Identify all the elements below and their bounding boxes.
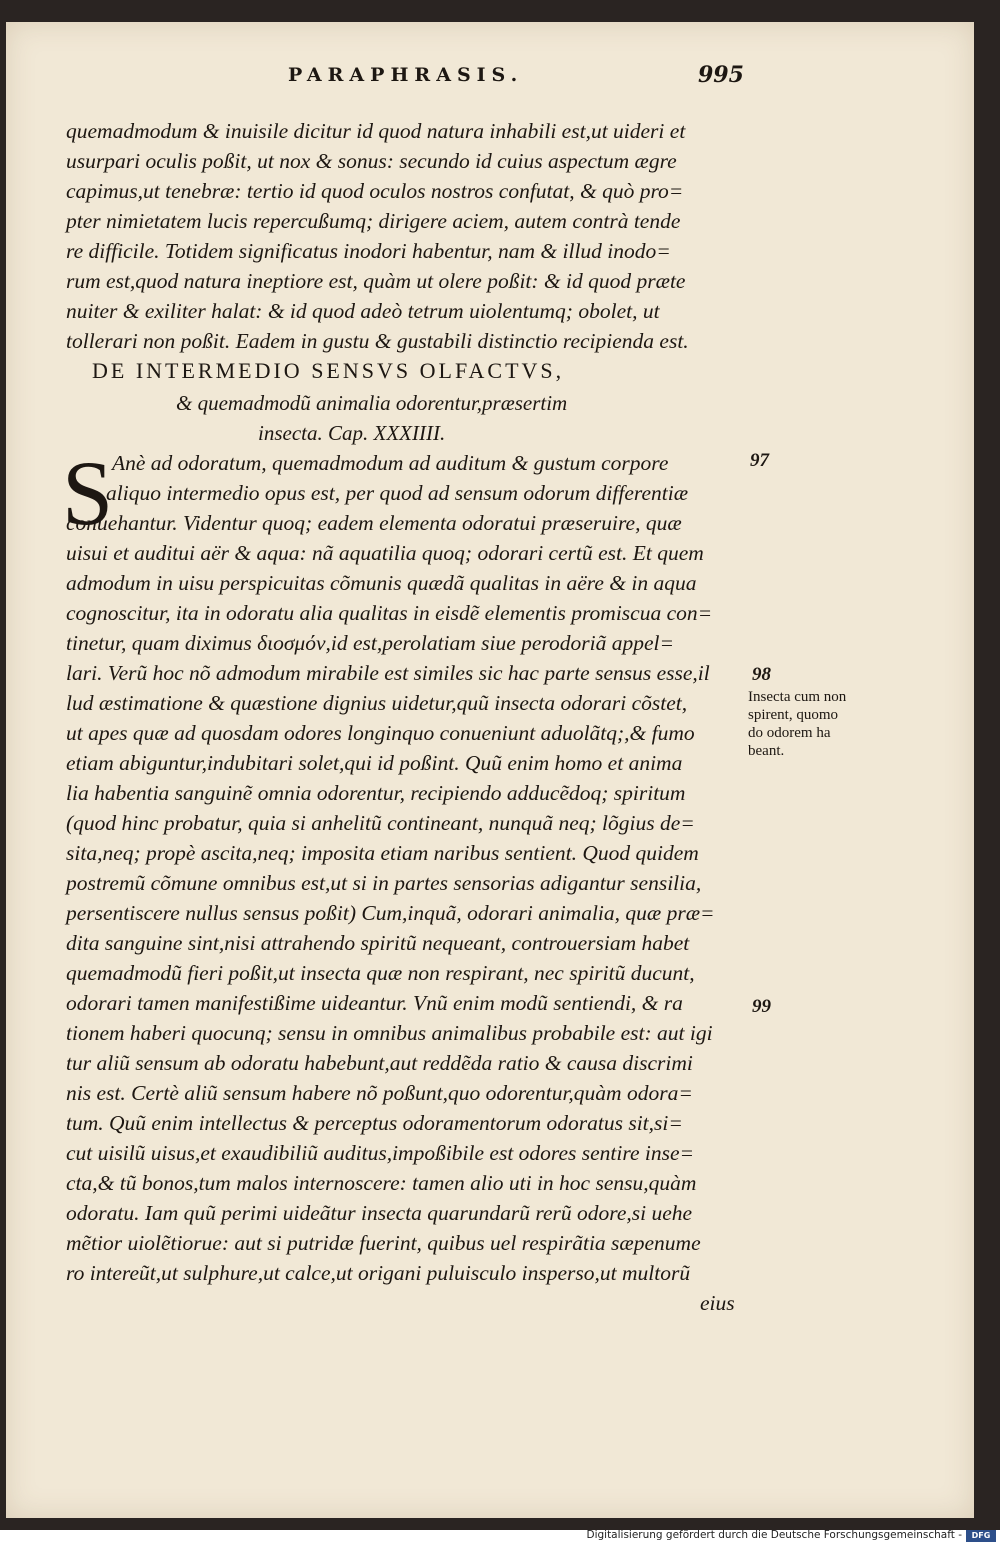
- text-line: (quod hinc probatur, quia si anhelitũ contineant, nunquã neq; lõgius de=: [66, 811, 695, 835]
- margin-number: 99: [752, 996, 771, 1017]
- text-line: aliquo intermedio opus est, per quod ad sensum odorum differentiæ: [106, 481, 689, 505]
- text-line: tollerari non poßit. Eadem in gustu & gustabili distinctio recipienda est.: [66, 329, 689, 353]
- text-line: ro intereũt,ut sulphure,ut calce,ut origani puluisculo insperso,ut multorũ: [66, 1261, 691, 1285]
- text-line: sita,neq; propè ascita,neq; imposita etiam naribus sentient. Quod quidem: [66, 841, 699, 865]
- text-line: rum est,quod natura ineptiore est, quàm ut olere poßit: & id quod præte: [66, 269, 686, 293]
- text-line: tinetur, quam diximus διοσμόν,id est,perolatiam siue perodoriã appel=: [66, 631, 675, 655]
- drop-cap: S: [62, 442, 114, 544]
- running-title: PARAPHRASIS.: [288, 64, 524, 86]
- text-line: lud æstimatione & quæstione dignius uidetur,quũ insecta odorari cõstet,: [66, 691, 688, 715]
- text-line: quemadmodum & inuisile dicitur id quod natura inhabili est,ut uideri et: [66, 119, 686, 143]
- text-line: tum. Quũ enim intellectus & perceptus odoramentorum odoratus sit,si=: [66, 1111, 683, 1135]
- dfg-logo-icon: DFG: [966, 1530, 996, 1542]
- text-line: capimus,ut tenebræ: tertio id quod oculos nostros confutat, & quò pro=: [66, 179, 684, 203]
- text-line: nuiter & exiliter halat: & id quod adeò tetrum uiolentumq; obolet, ut: [66, 299, 660, 323]
- margin-note-line: do odorem ha: [748, 725, 831, 741]
- text-line: etiam abiguntur,indubitari solet,qui id poßint. Quũ enim homo et anima: [66, 751, 683, 775]
- text-line: ut apes quæ ad quosdam odores longinquo conueniunt aduolãtq;,& fumo: [66, 721, 695, 745]
- text-line: pter nimietatem lucis repercußumq; dirigere aciem, autem contrà tende: [66, 209, 681, 233]
- catchword: eius: [700, 1291, 735, 1315]
- margin-note: [748, 688, 888, 760]
- text-line: dita sanguine sint,nisi attrahendo spiritũ nequeant, controuersiam habet: [66, 931, 690, 955]
- chapter-number: insecta. Cap. XXXIIII.: [258, 421, 446, 445]
- text-line: mẽtior uiolẽtiorue: aut si putridæ fuerint, quibus uel respirãtia sæpenume: [66, 1231, 701, 1255]
- text-line: cta,& tũ bonos,tum malos internoscere: tamen alio uti in hoc sensu,quàm: [66, 1171, 697, 1195]
- margin-number: 97: [750, 450, 769, 471]
- margin-note-line: spirent, quomo: [748, 707, 838, 723]
- text-line: re difficile. Totidem significatus inodori habentur, nam & illud inodo=: [66, 239, 671, 263]
- text-line: lari. Verũ hoc nõ admodum mirabile est similes sic hac parte sensus esse,il: [66, 661, 710, 685]
- chapter-heading: DE INTERMEDIO SENSVS OLFACTVS,: [92, 358, 565, 383]
- margin-number: 98: [752, 664, 771, 685]
- text-line: cognoscitur, ita in odoratu alia qualitas in eisdẽ elementis promiscua con=: [66, 601, 713, 625]
- page-number: 995: [698, 62, 744, 88]
- text-line: persentiscere nullus sensus poßit) Cum,inquã, odorari animalia, quæ præ=: [66, 901, 715, 925]
- text-line: uisui et auditui aër & aqua: nã aquatilia quoq; odorari certũ est. Et quem: [66, 541, 704, 565]
- chapter-subheading: & quemadmodũ animalia odorentur,præsertim: [176, 391, 568, 415]
- margin-note-line: beant.: [748, 743, 785, 759]
- text-line: postremũ cõmune omnibus est,ut si in partes sensorias adigantur sensilia,: [66, 871, 702, 895]
- text-line: odorari tamen manifestißime uideantur. Vnũ enim modũ sentiendi, & ra: [66, 991, 683, 1015]
- text-line: conuehantur. Videntur quoq; eadem elementa odoratui præseruire, quæ: [66, 511, 682, 535]
- margin-note-line: Insecta cum non: [748, 689, 847, 705]
- text-line: nis est. Certè aliũ sensum habere nõ poßunt,quo odorentur,quàm odora=: [66, 1081, 693, 1105]
- text-line: tionem haberi quocunq; sensu in omnibus animalibus probabile est: aut igi: [66, 1021, 713, 1045]
- text-line: usurpari oculis poßit, ut nox & sonus: secundo id cuius aspectum ægre: [66, 149, 677, 173]
- text-line: odoratu. Iam quũ perimi uideãtur insecta quarundarũ rerũ odore,si uehe: [66, 1201, 693, 1225]
- digitization-credit: Digitalisierung gefördert durch die Deutsche Forschungsgemeinschaft -: [586, 1529, 962, 1541]
- text-line: Anè ad odoratum, quemadmodum ad auditum & gustum corpore: [112, 451, 669, 475]
- text-line: lia habentia sanguinẽ omnia odorentur, recipiendo adducẽdoq; spiritum: [66, 781, 686, 805]
- text-line: cut uisilũ uisus,et exaudibiliũ auditus,impoßibile est odores sentire inse=: [66, 1141, 695, 1165]
- text-line: tur aliũ sensum ab odoratu habebunt,aut reddẽda ratio & causa discrimi: [66, 1051, 693, 1075]
- text-line: admodum in uisu perspicuitas cõmunis quædã qualitas in aëre & in aqua: [66, 571, 697, 595]
- text-line: quemadmodũ fieri poßit,ut insecta quæ non respirant, nec spiritũ ducunt,: [66, 961, 695, 985]
